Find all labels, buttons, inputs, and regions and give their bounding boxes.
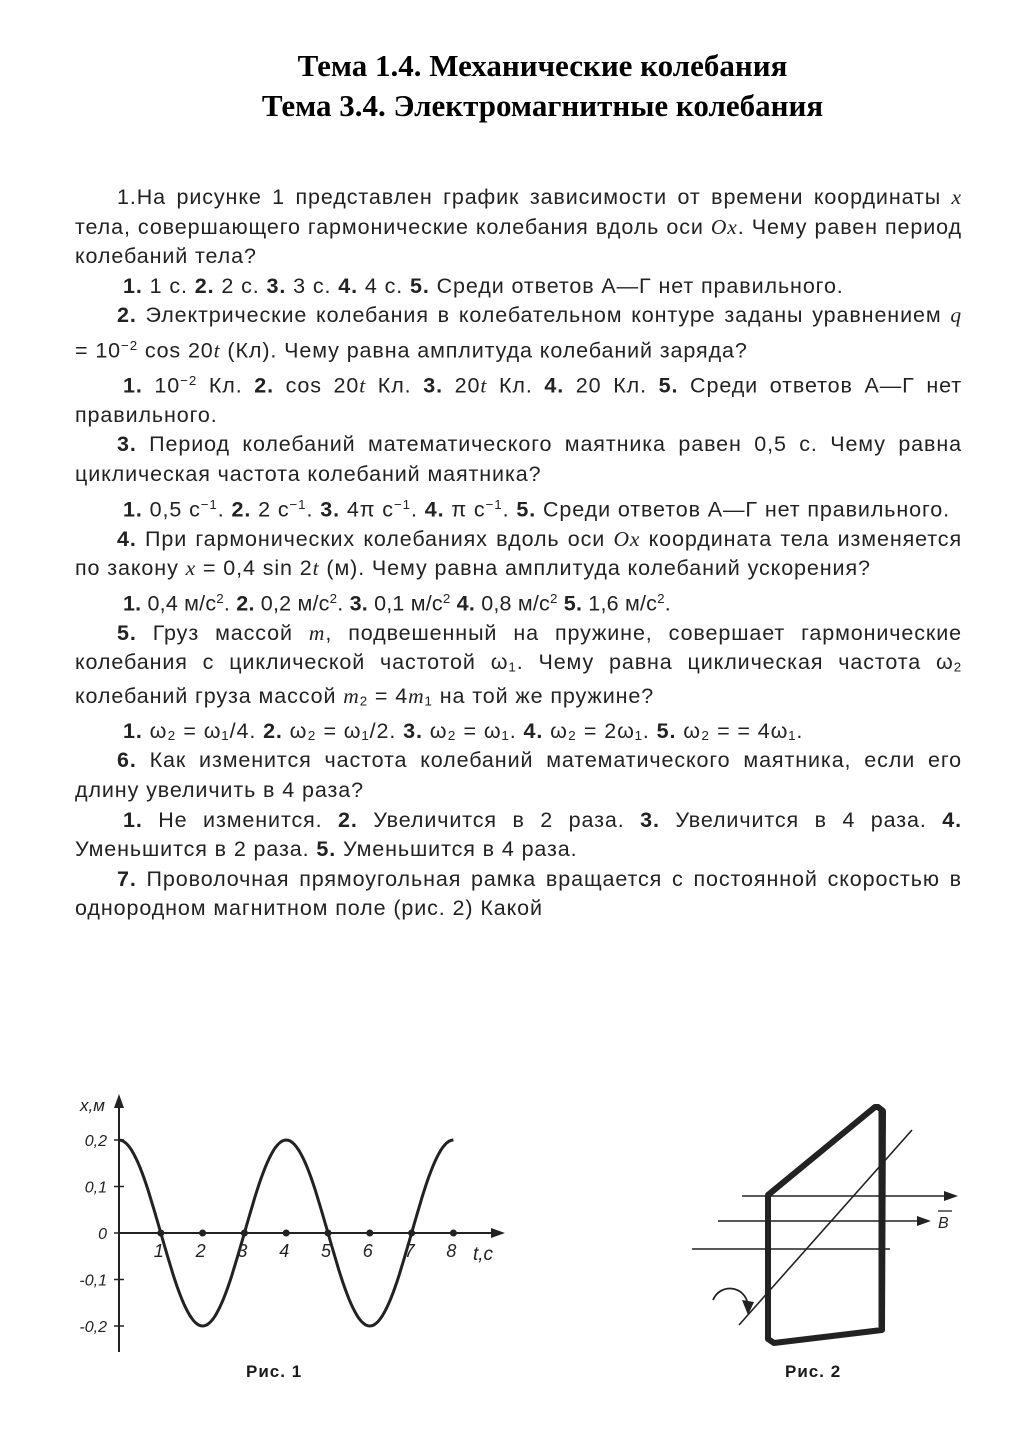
answers-2: 1. $10^{-2}$ Кл. 2. cos 20t Кл. 3. 20t Кл. 4. 20 Кл. 5. Среди ответов А—Г нет правильного. [75,372,963,427]
question-7: 7. Проволочная прямоугольная рамка вращается с постоянной скоростью в однородном магнитном поле (рис. 2) Какой [75,866,962,921]
wire-frame-outline [768,1107,883,1343]
figure-1-graph [68,1090,508,1390]
question-6: 6. Как изменится частота колебаний математического маятника, если его длину увеличить в 4 раза? [75,748,962,802]
x-axis-label: t,c [473,1244,494,1265]
y-tick-label: 0 [98,1226,107,1243]
answers-6: 1. Не изменится. 2. Увеличится в 2 раза. 3. Увеличится в 4 раза. 4. Уменьшится в 2 раза. 5. Уменьшится в 4 раза. [75,807,962,862]
y-tick-label: -0,2 [79,1319,107,1336]
wire-frame [766,1107,883,1343]
answers-4: 1. 0,4 $м/с^2$. 2. 0,2 $м/с^2$. 3. 0,1 $м/с^2$ 4. 0,8 $м/с^2$ 5. 1,6 $м/с^2$. [123,590,671,616]
figure-2-caption: Рис. 2 [785,1362,842,1381]
field-label-b: B [938,1215,949,1232]
figure-1-caption: Рис. 1 [246,1362,303,1381]
y-axis-label: x,м [80,1096,105,1115]
y-axis-arrow [114,1094,124,1108]
field-arrow-1 [944,1191,958,1201]
field-arrow-2 [917,1216,931,1226]
x-tick-dot [283,1230,290,1237]
y-tick-label: 0,1 [84,1179,107,1197]
question-2: 2. Электрические колебания в колебательном контуре заданы уравнением $q = 10^{-2}$ cos 20t (Кл). Чему равна амплитуда колебаний заряда? [75,303,962,363]
y-tick-label: 0,2 [84,1133,107,1150]
question-4: 4. При гармонических колебаниях вдоль оси Ox координата тела изменяется по закону x = 0,4 sin 2t (м). Чему равна амплитуда колебаний ускорения? [75,526,962,581]
x-axis-arrow [491,1228,505,1238]
page-title-1: Тема 1.4. Механические колебания [297,48,788,83]
y-tick-label: -0,1 [79,1272,107,1290]
x-tick-label: 2 [195,1241,206,1261]
figure-2-frame [690,1095,980,1395]
questions-body [75,183,962,924]
question-3: 3. Период колебаний математического маятника равен 0,5 с. Чему равна циклическая частота колебаний маятника? [75,432,962,486]
page-title-2: Тема 3.4. Электромагнитные колебания [261,88,824,123]
question-5: 5. Груз массой m, подвешенный на пружине, совершает гармонические колебания с циклической частотой ω1. Чему равна циклическая частота ω2 колебаний груза массой m2 = 4m1 на той же пружине? [75,620,962,710]
x-tick-label: 1 [153,1241,164,1261]
rotation-arrow [713,1289,748,1305]
x-tick-label: 3 [237,1241,248,1261]
answers-5: 1. ω₂ = ω₁/4. 2. ω₂ = ω₁/2. 3. ω₂ = ω₁. 4. ω₂ = 2ω₁. 5. ω₂ = = 4ω₁. [123,718,804,743]
answers-1: 1. 1 с. 2. 2 с. 3. 3 с. 4. 4 с. 5. Среди ответов А—Г нет правильного. [123,273,844,298]
x-tick-dot [366,1230,373,1237]
x-tick-label: 5 [320,1241,332,1261]
x-tick-dot [450,1230,457,1237]
rotation-axis [739,1130,912,1325]
x-tick-label: 8 [446,1241,457,1261]
x-tick-label: 7 [404,1241,415,1261]
x-tick-label: 6 [362,1241,373,1261]
rotation-arrowhead [742,1300,754,1315]
x-tick-dot [199,1230,206,1237]
x-tick-label: 4 [279,1241,290,1261]
answers-3: 1. 0,5 $с^{-1}$. 2. 2 $с^{-1}$. 3. 4π $с^{-1}$. 4. π $с^{-1}$. 5. Среди ответов А—Г нет правильного. [123,496,951,521]
question-1: 1.На рисунке 1 представлен график зависимости от времени координаты x тела, совершающего гармонические колебания вдоль оси Ox. Чему равен период колебаний тела? [75,185,962,269]
